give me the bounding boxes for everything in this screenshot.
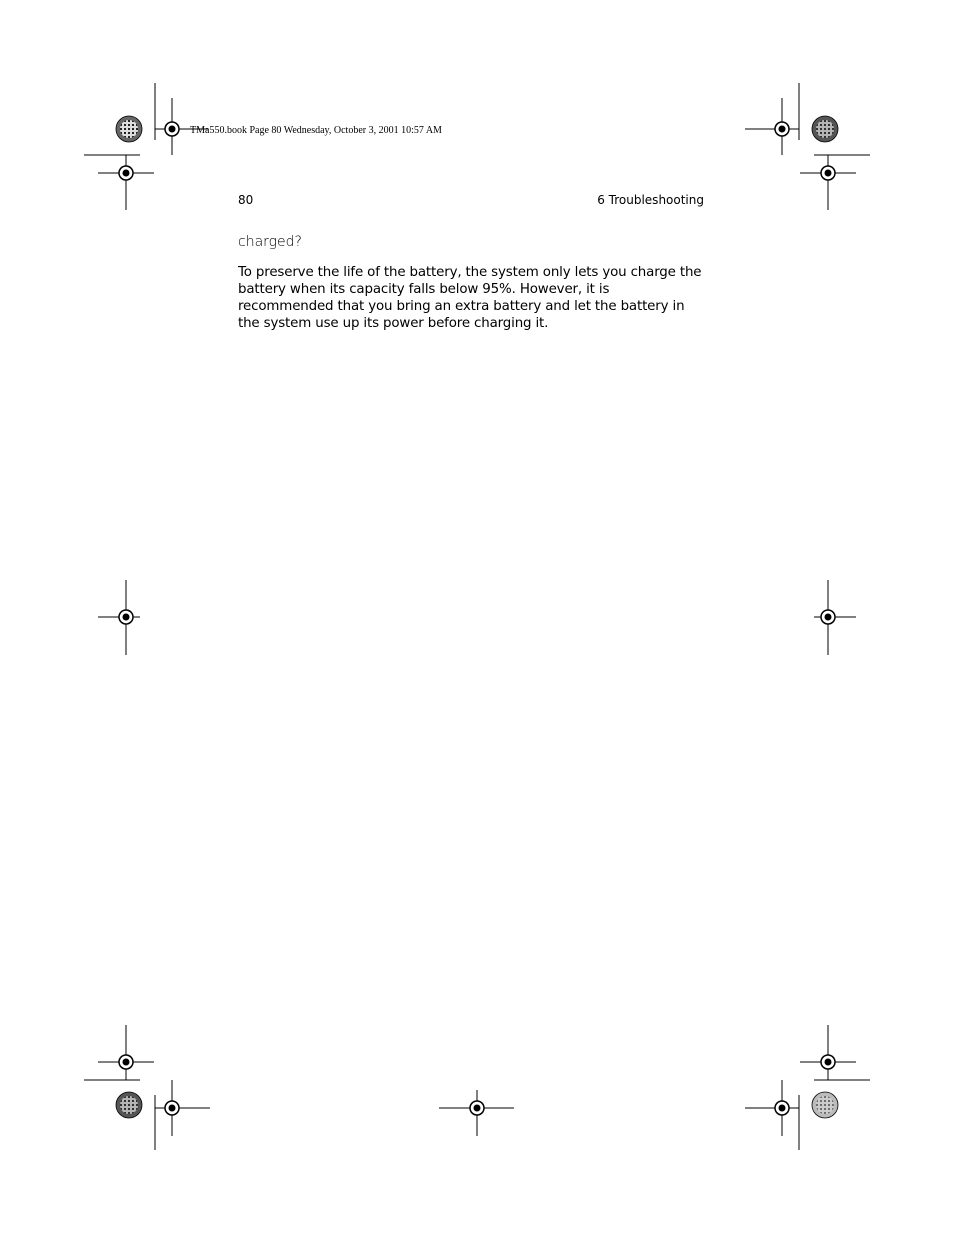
registration-mark-bottom-right-a [821, 1055, 835, 1069]
star-target-bottom-left [116, 1092, 142, 1118]
print-slug-line: TMa550.book Page 80 Wednesday, October 3, 2001 10:57 AM [190, 125, 442, 136]
crop-mark-top-left [84, 83, 208, 210]
star-target-bottom-right [812, 1092, 838, 1118]
registration-mark-top-left-b [119, 166, 133, 180]
registration-mark-middle-right [821, 610, 835, 624]
registration-mark-bottom-right-b [775, 1101, 789, 1115]
registration-mark-middle-left [119, 610, 133, 624]
crop-mark-top-right [745, 83, 870, 210]
star-target-top-left [116, 116, 142, 142]
crop-mark-bottom-left [84, 1025, 210, 1150]
chapter-running-head: 6 Troubleshooting [597, 193, 704, 207]
section-heading: charged? [238, 234, 302, 250]
registration-mark-top-left-a [165, 122, 179, 136]
registration-mark-top-right-b [821, 166, 835, 180]
registration-mark-bottom-left-b [165, 1101, 179, 1115]
registration-mark-bottom-left-a [119, 1055, 133, 1069]
crop-mark-bottom-right [745, 1025, 870, 1150]
registration-mark-bottom-center [470, 1101, 484, 1115]
registration-mark-top-right-a [775, 122, 789, 136]
body-paragraph: To preserve the life of the battery, the system only lets you charge the battery when its capacity falls below 95%. However, it is recommended that you bring an extra battery and let the battery in the system use up its power before charging it. [238, 265, 702, 331]
page-number: 80 [238, 193, 254, 207]
star-target-top-right [812, 116, 838, 142]
